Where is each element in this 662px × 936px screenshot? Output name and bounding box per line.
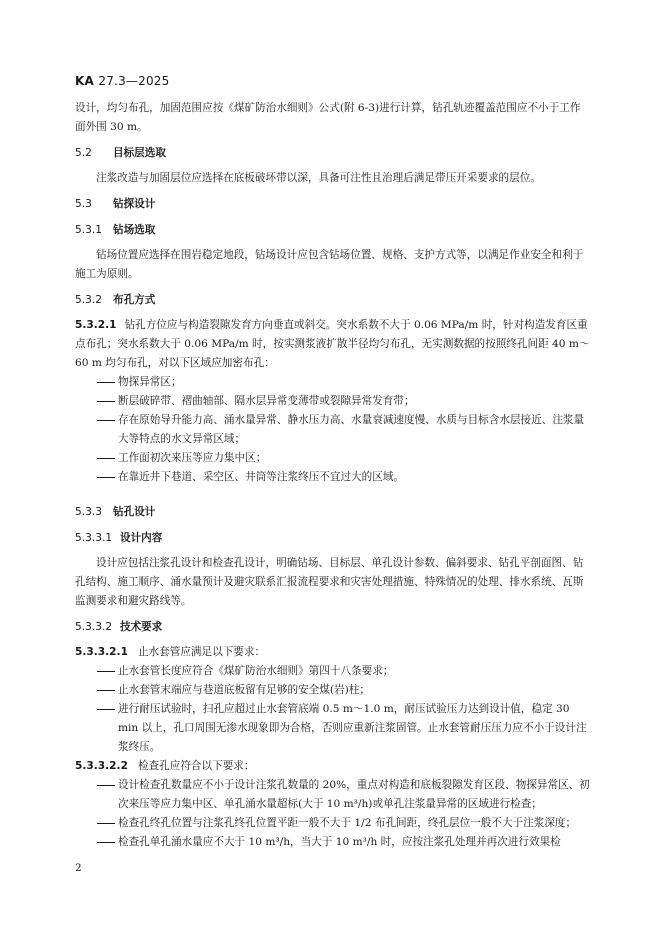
list-item: 检查孔终孔位置与注浆孔终孔位置平距一般不大于 1/2 布孔间距，终孔层位一般不大于注浆深度；: [75, 814, 590, 833]
heading-title: 钻探设计: [113, 198, 156, 210]
standard-prefix: KA: [75, 74, 94, 88]
clause-number: 5.3.2.1: [75, 319, 117, 331]
list-item: 设计检查孔数量应不小于设计注浆孔数量的 20%，重点对构造和底板裂隙发育区段、物探异常区、初次来压等应力集中区、单孔涌水量超标(大于 10 m³/h)或单孔注浆量异常的区域进行检查；: [75, 776, 590, 814]
list-item: 在靠近井下巷道、采空区、井筒等注浆终压不宜过大的区域。: [75, 468, 590, 487]
clause-text: 检查孔应符合以下要求：: [137, 760, 255, 772]
heading-5-2: [75, 144, 590, 163]
heading-number: 5.3.2: [75, 294, 102, 306]
paragraph-5-3-1: 钻场位置应选择在围岩稳定地段，钻场设计应包含钻场位置、规格、支护方式等，以满足作业安全和利于施工为原则。: [75, 249, 584, 280]
paragraph-5-3-3-1: 设计应包括注浆孔设计和检查孔设计，明确钻场、目标层、单孔设计参数、偏斜要求、钻孔平剖面图、钻孔结构、施工顺序、涌水量预计及避灾联系汇报流程要求和灾害处理措施、特殊情况的处理、排水系统、瓦斯监测要求和避灾路线等。: [75, 557, 584, 607]
list-item: 物探异常区；: [75, 373, 590, 392]
heading-number: 5.2: [75, 147, 92, 159]
list-item: 止水套管长度应符合《煤矿防治水细则》第四十八条要求；: [75, 662, 590, 681]
continuation-paragraph: 设计，均匀布孔，加固范围应按《煤矿防治水细则》公式(附 6-3)进行计算，钻孔轨迹覆盖范围应不小于工作面外围 30 m。: [75, 102, 581, 133]
page-number: 2: [75, 862, 82, 874]
heading-title: 钻孔设计: [113, 506, 156, 518]
document-body: [75, 99, 590, 852]
section-gap: [75, 487, 590, 496]
clause-number: 5.3.3.2.2: [75, 760, 128, 772]
list-item: 存在原始导升能力高、涌水量异常、静水压力高、水量衰减速度慢、水质与目标含水层接近、注浆量大等特点的水文异常区域；: [75, 411, 590, 449]
heading-title: 钻场选取: [113, 224, 156, 236]
heading-number: 5.3.3: [75, 506, 102, 518]
heading-5-3: [75, 195, 590, 214]
list-item: 进行耐压试验时，扫孔应超过止水套管底端 0.5 m～1.0 m，耐压试验压力达到设计值，稳定 30 min 以上，孔口周围无渗水现象即为合格，否则应重新注浆固管。止水套管耐压压力应不小于设计注浆终压。: [75, 700, 590, 757]
heading-title: 技术要求: [120, 621, 163, 633]
clause-5-3-2-1: [75, 316, 590, 373]
heading-title: 设计内容: [120, 532, 163, 544]
clause-number: 5.3.3.2.1: [75, 646, 128, 658]
heading-number: 5.3.3.2: [75, 621, 113, 633]
standard-code: [75, 74, 169, 88]
heading-5-3-3: [75, 503, 590, 522]
clause-5-3-3-2-2: [75, 757, 590, 776]
heading-5-3-3-1: [75, 529, 590, 548]
heading-title: 布孔方式: [113, 294, 156, 306]
clause-5-3-3-2-1: [75, 643, 590, 662]
list-item: 检查孔单孔涌水量应不大于 10 m³/h，当大于 10 m³/h 时，应按注浆孔处理并再次进行效果检: [75, 833, 590, 852]
list-item: 断层破碎带、褶曲轴部、隔水层异常变薄带或裂隙异常发育带；: [75, 392, 590, 411]
heading-number: 5.3.1: [75, 224, 102, 236]
heading-number: 5.3.3.1: [75, 532, 113, 544]
heading-5-3-1: [75, 221, 590, 240]
list-item: 工作面初次来压等应力集中区；: [75, 449, 590, 468]
clause-text: 钻孔方位应与构造裂隙发育方向垂直或斜交。突水系数不大于 0.06 MPa/m 时，针对构造发育区重点布孔；突水系数大于 0.06 MPa/m 时，按实测浆液扩散半径均匀布孔，无实测数据的按照终孔间距 40 m～60 m 均匀布孔，对以下区域应加密布孔：: [75, 319, 590, 369]
standard-number: 27.3—2025: [98, 74, 170, 88]
clause-text: 止水套管应满足以下要求：: [137, 646, 266, 658]
heading-number: 5.3: [75, 198, 92, 210]
list-item: 止水套管末端应与巷道底板留有足够的安全煤(岩)柱；: [75, 681, 590, 700]
paragraph-5-2: 注浆改造与加固层位应选择在底板破坏带以深，具备可注性且治理后满足带压开采要求的层位。: [96, 172, 541, 184]
heading-5-3-3-2: [75, 618, 590, 637]
heading-title: 目标层选取: [113, 147, 166, 159]
heading-5-3-2: [75, 291, 590, 310]
